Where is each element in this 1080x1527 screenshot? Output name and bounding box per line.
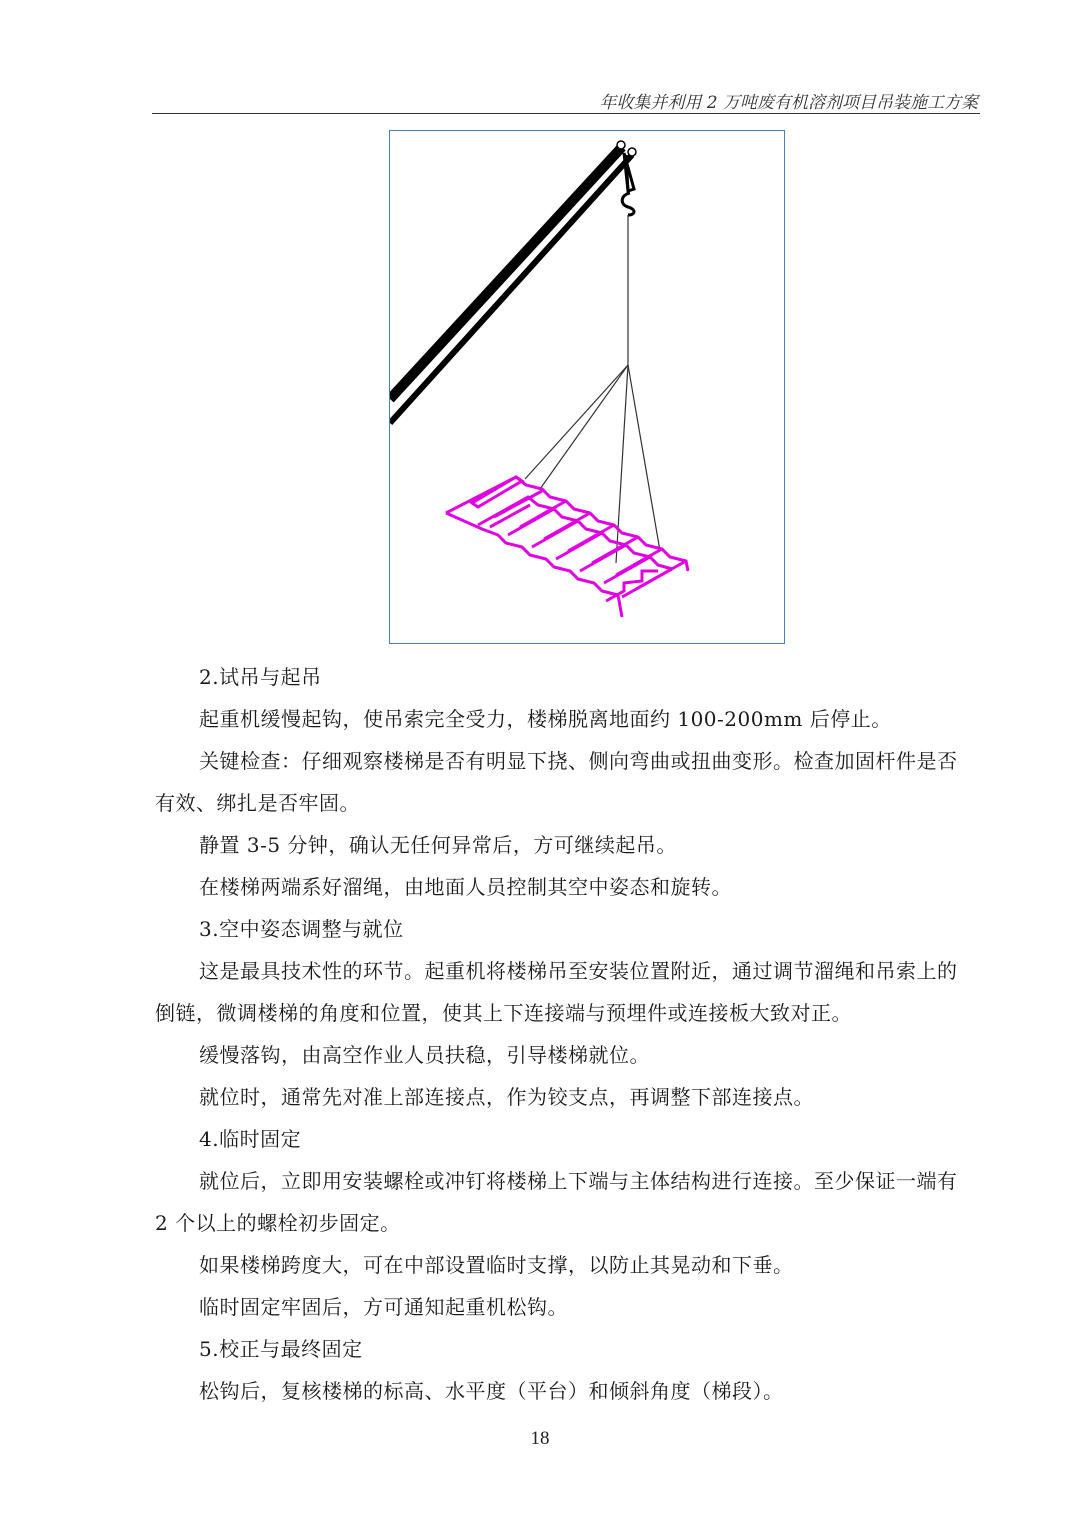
running-header: 年收集并利用 2 万吨废有机溶剂项目吊装施工方案	[599, 93, 978, 113]
paragraph-static-wait: 静置 3-5 分钟，确认无任何异常后，方可继续起吊。	[199, 833, 677, 857]
paragraph-lower-hook: 缓慢落钩，由高空作业人员扶稳，引导楼梯就位。	[199, 1043, 650, 1067]
paragraph-release-hook: 临时固定牢固后，方可通知起重机松钩。	[199, 1295, 568, 1319]
paragraph-tag-lines: 在楼梯两端系好溜绳，由地面人员控制其空中姿态和旋转。	[199, 875, 732, 899]
crane-boom-icon	[390, 141, 636, 423]
crane-lifting-illustration	[390, 131, 785, 644]
section-heading-temporary-fixing: 4.临时固定	[199, 1127, 302, 1151]
lifting-hook-icon	[622, 153, 634, 215]
paragraph-recheck: 松钩后，复核楼梯的标高、水平度（平台）和倾斜角度（梯段）。	[199, 1379, 784, 1403]
paragraph-trial-lift: 起重机缓慢起钩，使吊索完全受力，楼梯脱离地面约 100-200mm 后停止。	[199, 707, 892, 731]
paragraph-bolting: 就位后，立即用安装螺栓或冲钉将楼梯上下端与主体结构进行连接。至少保证一端有 2 个以上的螺栓初步固定。	[155, 1169, 958, 1235]
paragraph-positioning: 这是最具技术性的环节。起重机将楼梯吊至安装位置附近，通过调节溜绳和吊索上的倒链，微调楼梯的角度和位置，使其上下连接端与预埋件或连接板大致对正。	[155, 959, 958, 1025]
section-heading-trial-lift: 2.试吊与起吊	[199, 665, 322, 689]
paragraph-temporary-support: 如果楼梯跨度大，可在中部设置临时支撑，以防止其晃动和下垂。	[199, 1253, 794, 1277]
staircase-load-icon	[446, 477, 688, 617]
page-number: 18	[530, 1428, 550, 1449]
paragraph-key-check: 关键检查：仔细观察楼梯是否有明显下挠、侧向弯曲或扭曲变形。检查加固杆件是否有效、绑扎是否牢固。	[155, 749, 958, 815]
header-rule	[152, 113, 980, 114]
section-heading-final-fixing: 5.校正与最终固定	[199, 1337, 363, 1361]
paragraph-alignment-order: 就位时，通常先对准上部连接点，作为铰支点，再调整下部连接点。	[199, 1085, 814, 1109]
section-heading-positioning: 3.空中姿态调整与就位	[199, 917, 404, 941]
crane-lifting-figure	[389, 130, 785, 644]
sling-ropes-icon	[525, 365, 660, 563]
